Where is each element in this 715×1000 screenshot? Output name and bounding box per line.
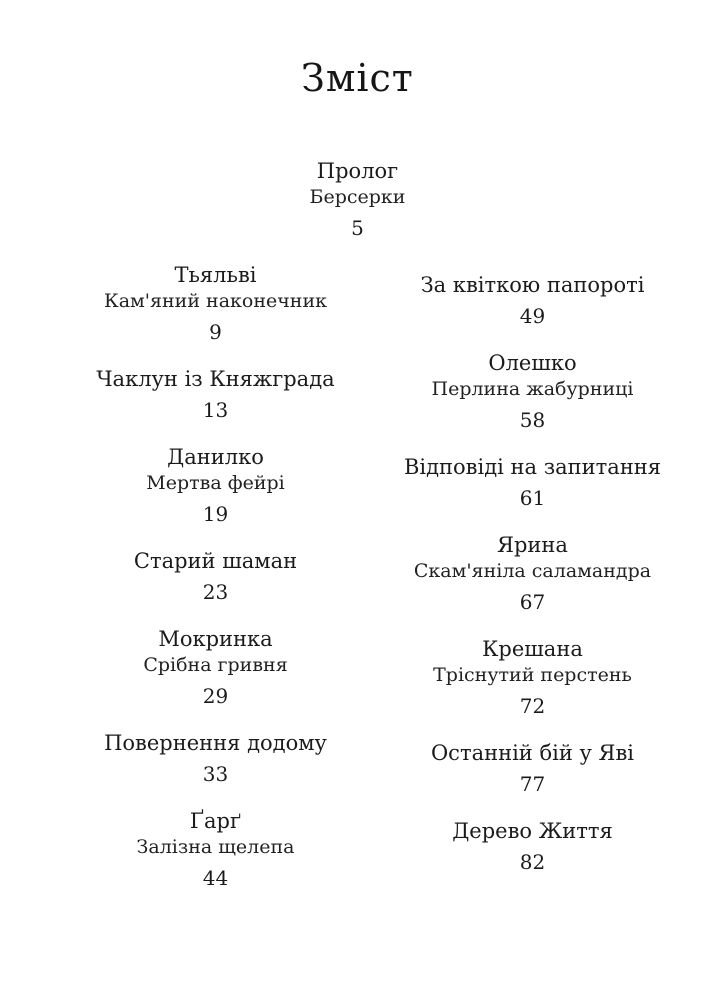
toc-entry	[43, 548, 388, 605]
entry-subtitle: Срібна гривня	[143, 653, 288, 676]
toc-entry	[43, 262, 388, 345]
prologue-entry	[0, 158, 715, 241]
toc-entry	[390, 532, 675, 615]
entry-page-number: 72	[519, 693, 546, 718]
entry-subtitle: Мертва фейрі	[146, 471, 285, 494]
toc-entry	[390, 272, 675, 329]
entry-page-number: 5	[351, 215, 364, 240]
entry-page-number: 82	[519, 849, 546, 874]
entry-title: Олешко	[488, 350, 577, 375]
toc-entry	[43, 730, 388, 787]
entry-title: Чаклун із Княжграда	[96, 366, 335, 391]
entry-title: Тьяльві	[174, 262, 257, 287]
entry-page-number: 58	[519, 407, 546, 432]
toc-entry	[390, 636, 675, 719]
toc-entry	[43, 626, 388, 709]
page-title: Зміст	[301, 56, 414, 100]
toc-entry	[43, 444, 388, 527]
entry-page-number: 23	[202, 579, 229, 604]
entry-subtitle: Берсерки	[309, 185, 406, 208]
entry-subtitle: Тріснутий перстень	[433, 663, 632, 686]
entry-title: Останній бій у Яві	[430, 740, 635, 765]
toc-entry	[390, 454, 675, 511]
entry-page-number: 19	[202, 501, 229, 526]
toc-entry	[43, 366, 388, 423]
entry-page-number: 9	[209, 319, 222, 344]
toc-entry	[390, 740, 675, 797]
entry-page-number: 13	[202, 397, 229, 422]
entry-title: Ярина	[497, 532, 568, 557]
entry-subtitle: Скам'яніла саламандра	[413, 559, 652, 582]
entry-subtitle: Перлина жабурниці	[431, 377, 634, 400]
entry-title: За квіткою папороті	[420, 272, 645, 297]
toc-columns	[0, 262, 715, 912]
toc-entry	[390, 818, 675, 875]
entry-title: Відповіді на запитання	[403, 454, 662, 479]
entry-title: Пролог	[316, 158, 399, 183]
toc-column-right	[390, 262, 675, 896]
entry-title: Мокринка	[158, 626, 273, 651]
toc-entry	[390, 350, 675, 433]
entry-title: Дерево Життя	[452, 818, 613, 843]
entry-page-number: 67	[519, 589, 546, 614]
entry-page-number: 61	[519, 485, 546, 510]
entry-subtitle: Залізна щелепа	[136, 835, 295, 858]
entry-title: Ґарґ	[189, 808, 242, 833]
entry-page-number: 29	[202, 683, 229, 708]
entry-page-number: 77	[519, 771, 546, 796]
entry-title: Крешана	[482, 636, 583, 661]
toc-column-left	[43, 262, 388, 912]
entry-title: Повернення додому	[104, 730, 327, 755]
entry-page-number: 33	[202, 761, 229, 786]
toc-entry	[43, 808, 388, 891]
entry-title: Старий шаман	[133, 548, 298, 573]
entry-subtitle: Кам'яний наконечник	[103, 289, 328, 312]
entry-title: Данилко	[167, 444, 264, 469]
entry-page-number: 49	[519, 303, 546, 328]
entry-page-number: 44	[202, 865, 229, 890]
